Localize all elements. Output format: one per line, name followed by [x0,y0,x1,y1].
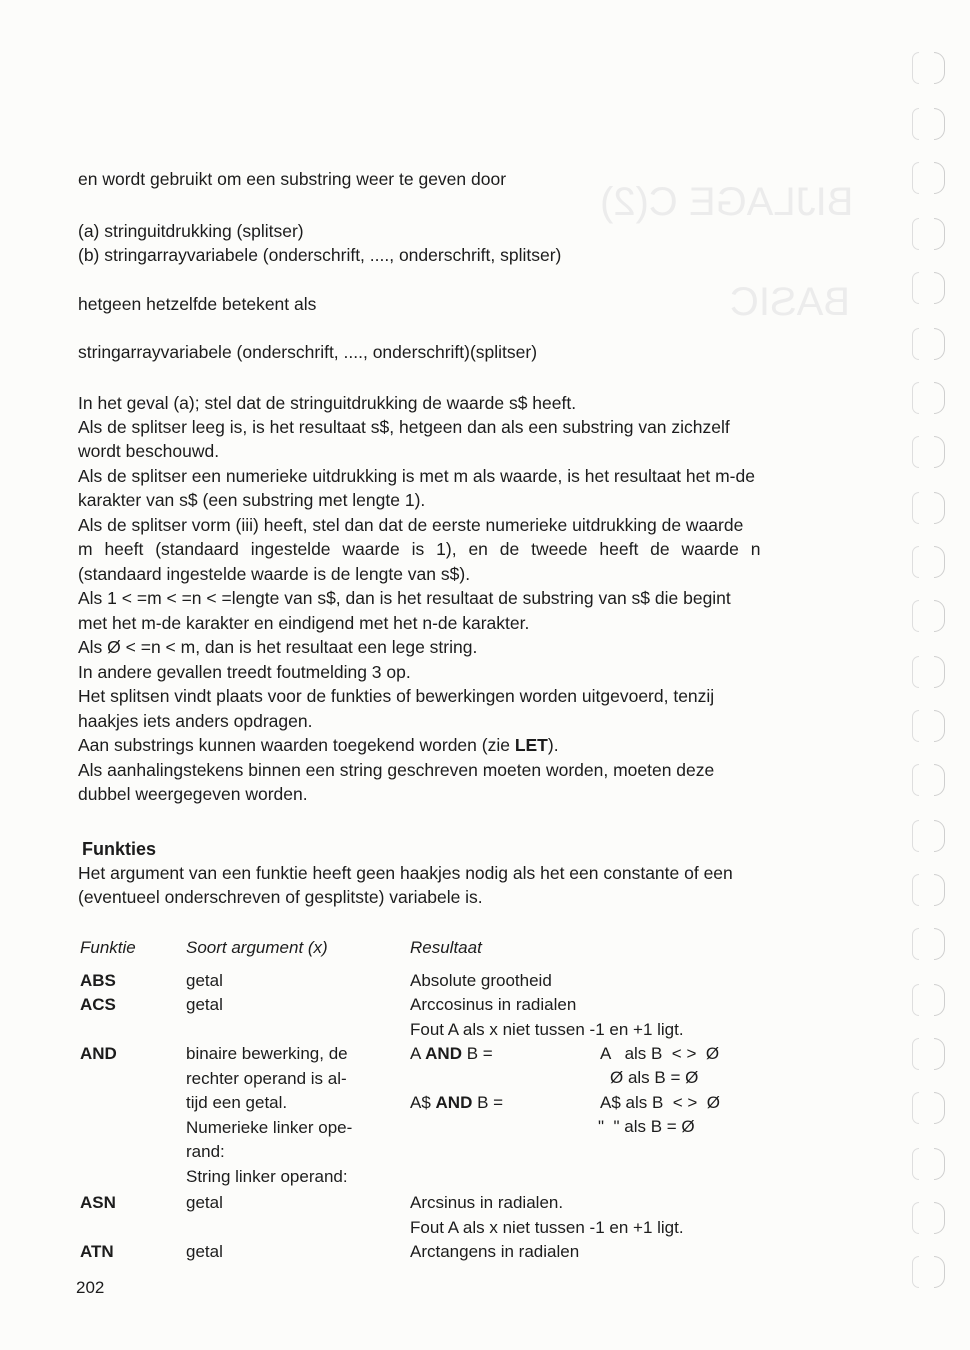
argument-type: getal [186,1242,223,1261]
body-line-10: met het m-de karakter en eindigend met het n-de karakter. [78,613,530,633]
argument-type: getal [186,1193,223,1212]
body-line-11: Als Ø < =n < m, dan is het resultaat een lege string. [78,637,478,657]
funkties-text-1: Het argument van een funktie heeft geen haakjes nodig als het een constante of een [78,863,733,883]
argument-line: rand: [186,1142,225,1161]
body-line-5: karakter van s$ (een substring met lengte 1). [78,490,426,510]
argument-type: getal [186,995,223,1014]
function-name: ASN [80,1193,116,1212]
header-funktie: Funktie [80,938,136,957]
body-line-1: In het geval (a); stel dat de stringuitdrukking de waarde s$ heeft. [78,393,577,413]
body-line-3: wordt beschouwd. [78,441,220,461]
result-line: Arccosinus in radialen [410,995,577,1014]
body-line-6: Als de splitser vorm (iii) heeft, stel dan dat de eerste numerieke uitdrukking de waarde [78,515,744,535]
formula-text: stringarrayvariabele (onderschrift, ...., onderschrift)(splitser) [78,342,538,362]
show-through-subheading: BASIC [730,280,851,324]
let-reference-close: ). [547,735,559,755]
result-text [410,1191,770,1240]
result-line: Fout A als x niet tussen -1 en +1 ligt. [410,1019,684,1039]
option-a: (a) stringuitdrukking (splitser) [78,221,304,241]
body-line-4: Als de splitser een numerieke uitdrukking is met m als waarde, is het resultaat het m-de [78,466,755,486]
result-text: Absolute grootheid [410,971,552,990]
result-text: Arctangens in radialen [410,1242,580,1261]
function-name: ATN [80,1242,114,1261]
argument-line: String linker operand: [186,1166,348,1186]
let-keyword: LET [514,735,548,755]
function-name: ABS [80,971,116,990]
body-line-8: (standaard ingestelde waarde is de lengte van s$). [78,564,471,584]
body-line-16: Als aanhalingstekens binnen een string geschreven moeten worden, moeten deze [78,760,715,780]
let-reference-text: Aan substrings kunnen waarden toegekend worden (zie [78,735,515,755]
result-line: Arcsinus in radialen. [410,1193,564,1212]
body-line-15 [78,733,848,758]
body-line-17: dubbel weergegeven worden. [78,784,308,804]
body-line-13: Het splitsen vindt plaats voor de funkties of bewerkingen worden uitgevoerd, tenzij [78,686,715,706]
body-line-9: Als 1 < =m < =n < =lengte van s$, dan is het resultaat de substring van s$ die begint [78,588,731,608]
body-line-2: Als de splitser leeg is, is het resultaat s$, hetgeen dan als een substring van zichzelf [78,417,730,437]
binding-holes [912,40,952,1340]
argument-line: rechter operand is al- [186,1068,347,1088]
funkties-text-2: (eventueel onderschreven of gesplitste) variabele is. [78,887,483,907]
argument-line: binaire bewerking, de [186,1044,348,1063]
result-operand-string: A$ AND B = [410,1093,504,1112]
result-line: Fout A als x niet tussen -1 en +1 ligt. [410,1217,684,1237]
show-through-heading: BIJLAGE C(2) [600,180,854,224]
funkties-heading: Funkties [82,839,157,859]
header-soort-argument: Soort argument (x) [186,938,328,957]
argument-type: getal [186,971,223,990]
result-case-1: A als B < > Ø [600,1044,720,1063]
page-number: 202 [76,1278,105,1297]
table-row-and [80,1042,770,1192]
result-operand-a: A AND B = [410,1044,493,1063]
argument-type [186,1042,386,1189]
intro-text: en wordt gebruikt om een substring weer te geven door [78,169,507,189]
same-as-text: hetgeen hetzelfde betekent als [78,294,317,314]
header-resultaat: Resultaat [410,938,482,957]
argument-line: Numerieke linker ope- [186,1117,353,1137]
option-b: (b) stringarrayvariabele (onderschrift, ...., onderschrift, splitser) [78,245,562,265]
result-case-3: A$ als B < > Ø [600,1093,721,1112]
result-text [410,993,770,1042]
function-name: AND [80,1044,117,1063]
result-case-2: Ø als B = Ø [610,1068,699,1087]
function-name: ACS [80,995,116,1014]
argument-line: tijd een getal. [186,1093,288,1112]
body-line-12: In andere gevallen treedt foutmelding 3 op. [78,662,411,682]
body-line-14: haakjes iets anders opdragen. [78,711,313,731]
result-case-4: " " als B = Ø [598,1117,695,1136]
body-line-7: m heeft (standaard ingestelde waarde is 1), en de tweede heeft de waarde n [78,539,761,559]
